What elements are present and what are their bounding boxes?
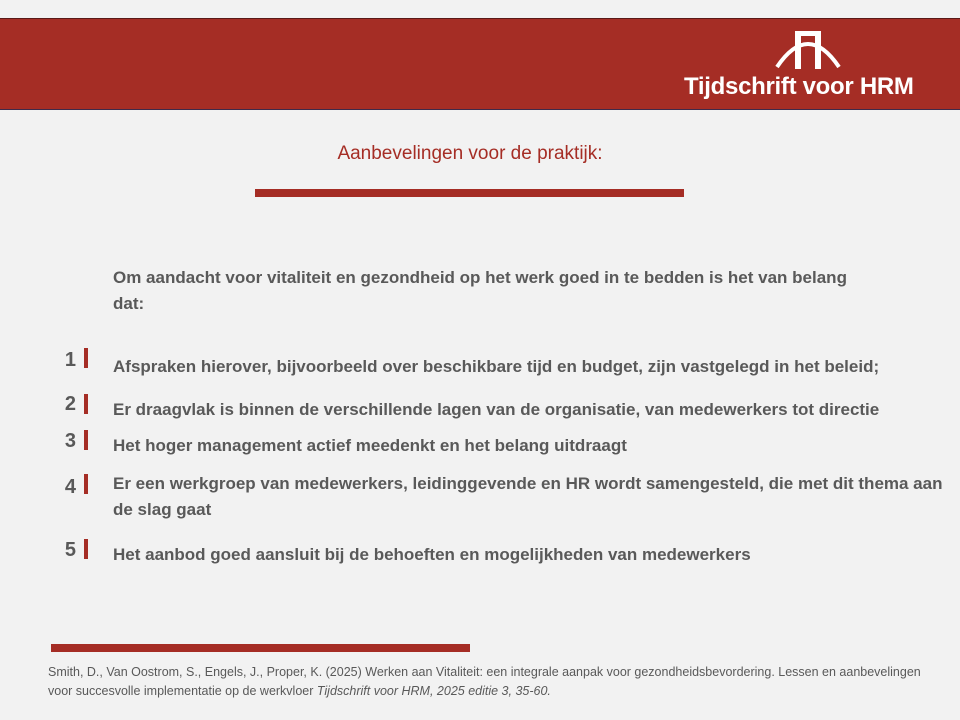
- item-number: 5: [64, 539, 76, 561]
- item-number: 4: [64, 476, 76, 498]
- recommendation-item: Het aanbod goed aansluit bij de behoeften en mogelijkheden van medewerkers: [113, 545, 751, 564]
- citation-text: Smith, D., Van Oostrom, S., Engels, J., Proper, K. (2025) Werken aan Vitaliteit: een integrale aanpak voor gezondheidsbevordering. Lessen en aanbevelingen voor succesvolle implementatie op de werkvloer: [48, 665, 921, 698]
- item-marker: [84, 474, 88, 494]
- item-marker: [84, 394, 88, 414]
- page-title: Aanbevelingen voor de praktijk:: [337, 143, 603, 164]
- item-number: 1: [64, 349, 76, 371]
- brand-name: Tijdschrift voor HRM: [684, 73, 914, 100]
- recommendation-item: Het hoger management actief meedenkt en het belang uitdraagt: [113, 436, 627, 455]
- citation-source: Tijdschrift voor HRM, 2025 editie 3, 35-60.: [316, 684, 551, 698]
- tijdschrift-voor-hrm-logo-icon: [773, 27, 843, 71]
- item-marker: [84, 430, 88, 450]
- footer-divider: [51, 644, 470, 652]
- title-divider: [255, 189, 684, 197]
- item-marker: [84, 539, 88, 559]
- item-number: 3: [64, 430, 76, 452]
- recommendation-item: Er een werkgroep van medewerkers, leidinggevende en HR wordt samengesteld, die met dit thema aan de slag gaat: [113, 474, 943, 519]
- header-banner: [0, 18, 960, 110]
- citation: [48, 663, 948, 701]
- intro-text: Om aandacht voor vitaliteit en gezondheid op het werk goed in te bedden is het van belang dat:: [113, 268, 847, 313]
- item-marker: [84, 348, 88, 368]
- recommendation-item: Er draagvlak is binnen de verschillende lagen van de organisatie, van medewerkers tot directie: [113, 400, 880, 419]
- recommendation-item: Afspraken hierover, bijvoorbeeld over beschikbare tijd en budget, zijn vastgelegd in het beleid;: [113, 357, 880, 376]
- item-number: 2: [64, 393, 76, 415]
